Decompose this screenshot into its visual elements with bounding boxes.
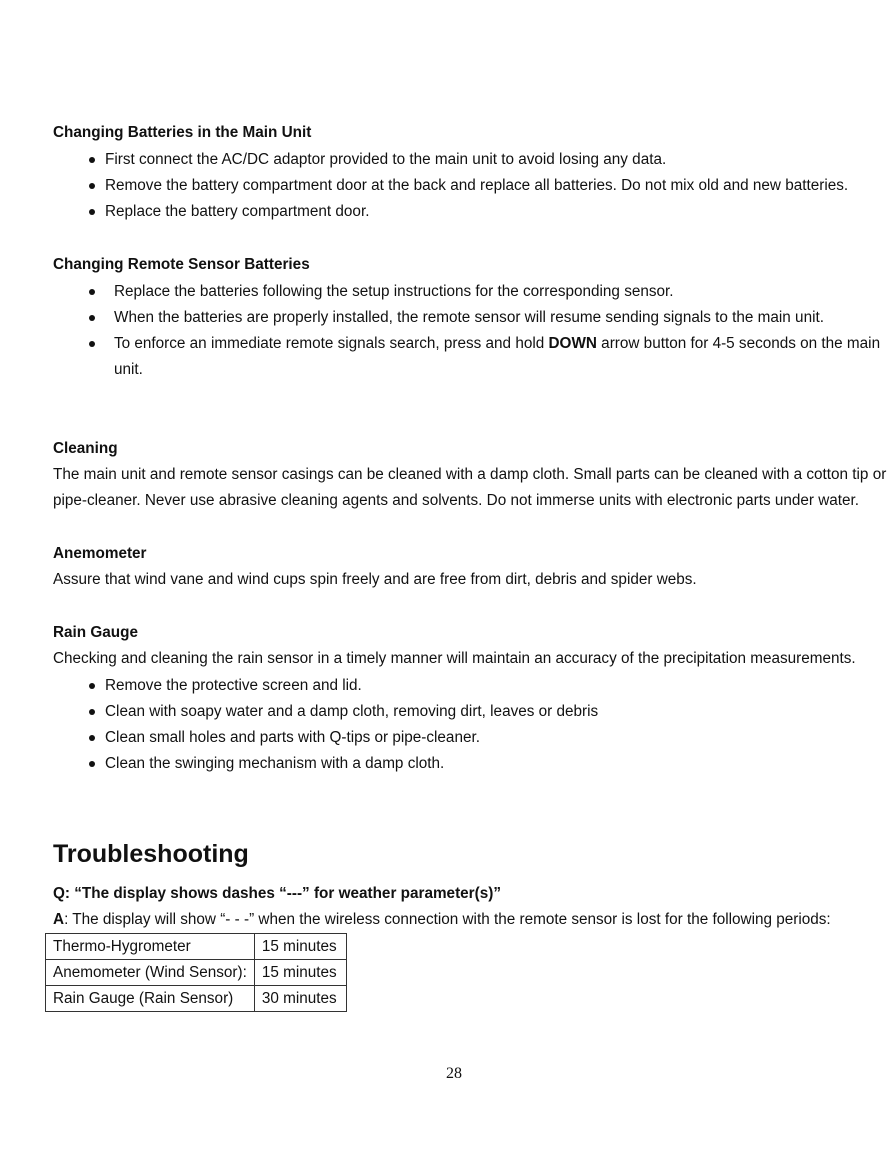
paragraph-line: Checking and cleaning the rain sensor in a timely manner will maintain an accuracy of the precipitation measurements. (53, 650, 856, 667)
list-item: Clean the swinging mechanism with a damp cloth. (105, 755, 445, 772)
paragraph-line: The main unit and remote sensor casings can be cleaned with a damp cloth. Small parts can be cleaned with a cotton tip or (53, 466, 887, 483)
table-row (46, 986, 347, 1012)
list-item-text: arrow button for 4-5 seconds on the main (596, 335, 881, 352)
table-row (46, 960, 347, 986)
page-number: 28 (446, 1065, 462, 1082)
bullet-icon (89, 761, 95, 767)
bullet-icon (89, 735, 95, 741)
table-cell-sensor: Anemometer (Wind Sensor): (46, 960, 255, 986)
troubleshooting-heading: Troubleshooting (53, 840, 249, 868)
timeout-table (45, 933, 347, 1012)
bullet-icon (89, 209, 95, 215)
list-item-text: To enforce an immediate remote signals search, press and hold (114, 335, 549, 352)
table-cell-duration: 30 minutes (254, 986, 346, 1012)
bullet-icon (89, 315, 95, 321)
table-row (46, 934, 347, 960)
list-item: Clean with soapy water and a damp cloth, removing dirt, leaves or debris (105, 703, 599, 720)
list-item: Remove the protective screen and lid. (105, 677, 362, 694)
paragraph-line: pipe-cleaner. Never use abrasive cleaning agents and solvents. Do not immerse units with electronic parts under water. (53, 492, 860, 509)
section-heading-rain-gauge: Rain Gauge (53, 624, 138, 641)
table-cell-duration: 15 minutes (254, 960, 346, 986)
list-item: Remove the battery compartment door at the back and replace all batteries. Do not mix old and new batteries. (105, 177, 849, 194)
list-item: Clean small holes and parts with Q-tips or pipe-cleaner. (105, 729, 480, 746)
section-heading-remote-sensor-batteries: Changing Remote Sensor Batteries (53, 256, 310, 273)
section-heading-cleaning: Cleaning (53, 440, 118, 457)
down-button-label: DOWN (548, 335, 597, 352)
bullet-icon (89, 683, 95, 689)
section-heading-anemometer: Anemometer (53, 545, 147, 562)
faq-answer (53, 911, 831, 929)
bullet-icon (89, 289, 95, 295)
bullet-icon (89, 341, 95, 347)
list-item: When the batteries are properly installed, the remote sensor will resume sending signals to the main unit. (114, 309, 824, 326)
table-cell-duration: 15 minutes (254, 934, 346, 960)
list-item: First connect the AC/DC adaptor provided to the main unit to avoid losing any data. (105, 151, 667, 168)
section-heading-main-unit-batteries: Changing Batteries in the Main Unit (53, 124, 312, 141)
list-item: Replace the batteries following the setup instructions for the corresponding sensor. (114, 283, 674, 300)
list-item: Replace the battery compartment door. (105, 203, 370, 220)
bullet-icon (89, 157, 95, 163)
table-cell-sensor: Rain Gauge (Rain Sensor) (46, 986, 255, 1012)
list-item-continuation: unit. (114, 361, 143, 378)
table-cell-sensor: Thermo-Hygrometer (46, 934, 255, 960)
paragraph-line: Assure that wind vane and wind cups spin freely and are free from dirt, debris and spider webs. (53, 571, 697, 588)
answer-label: A (53, 911, 65, 928)
answer-text: : The display will show “- - -” when the wireless connection with the remote sensor is lost for the following periods: (64, 911, 831, 928)
bullet-icon (89, 709, 95, 715)
list-item (114, 335, 880, 353)
bullet-icon (89, 183, 95, 189)
faq-question: Q: “The display shows dashes “---” for weather parameter(s)” (53, 885, 501, 902)
